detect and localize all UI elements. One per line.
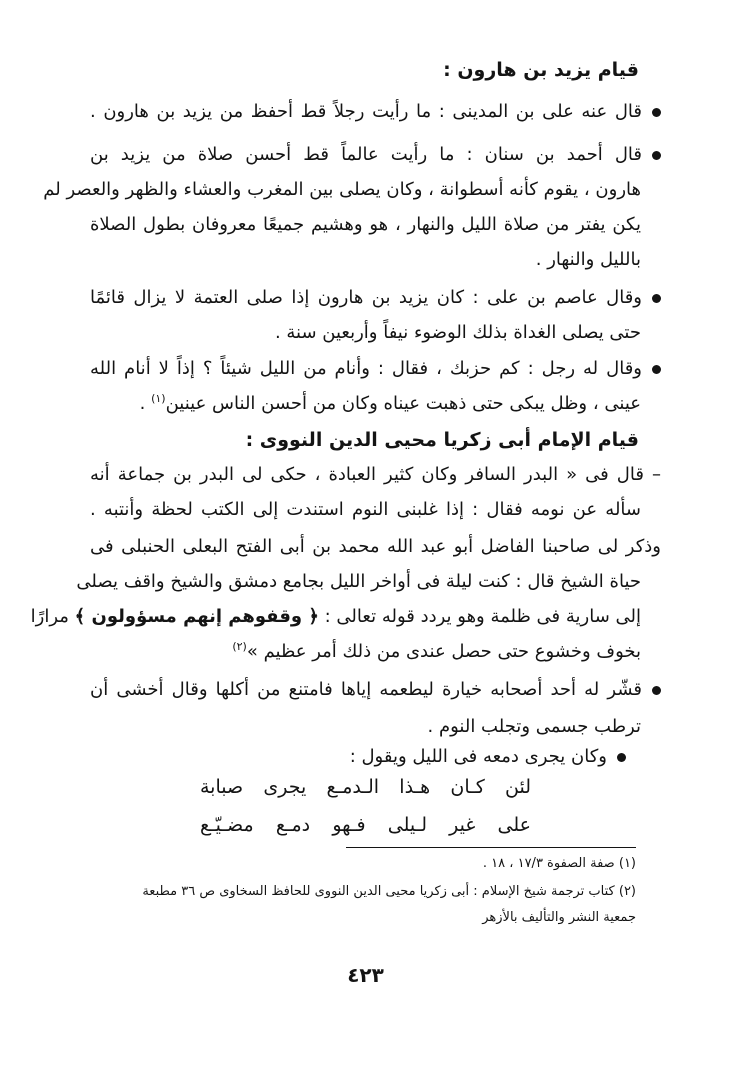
section-heading-nawawi: قيام الإمام أبى زكريا محيى الدين النووى : — [245, 429, 639, 451]
bullet-icon — [652, 151, 661, 160]
paragraph-ahmad-line-4: بالليل والنهار . — [535, 249, 641, 270]
bullet-icon — [652, 294, 661, 303]
paragraph-khiyara-line-1: قشّر له أحد أصحابه خيارة ليطعمه إياها فامتنع من أكلها وقال أخشى أن — [90, 675, 661, 705]
paragraph-asim-line-2: حتى يصلى الغداة بذلك الوضوء نيفاً وأربعين سنة . — [274, 322, 641, 343]
paragraph-badr-line-2: سأله عن نومه فقال : إذا غلبنى النوم استندت إلى الكتب لحظة وأنتبه . — [90, 499, 641, 520]
section-heading-yazid: قيام يزيد بن هارون : — [443, 59, 639, 81]
footnote-divider — [346, 847, 636, 848]
paragraph-dam-intro: وكان يجرى دمعه فى الليل ويقول : — [90, 742, 626, 772]
paragraph-baali-line-3: إلى سارية فى ظلمة وهو يردد قوله تعالى : ﴿ وقفوهم إنهم مسؤولون ﴾ مرارًا — [30, 606, 641, 627]
paragraph-khiyara-line-2: ترطب جسمى وتجلب النوم . — [427, 716, 641, 737]
page-number: ٤٢٣ — [347, 963, 384, 987]
paragraph-badr-line-1: – قال فى « البدر السافر وكان كثير العبادة ، حكى لى البدر بن جماعة أنه — [90, 464, 661, 485]
quran-quote: ﴿ وقفوهم إنهم مسؤولون ﴾ — [74, 606, 319, 627]
bullet-icon — [652, 108, 661, 117]
paragraph-baali-line-4: بخوف وخشوع حتى حصل عندى من ذلك أمر عظيم »$^{(٢)}$ — [232, 640, 641, 662]
paragraph-asim-line-1: وقال عاصم بن على : كان يزيد بن هارون إذا صلى العتمة لا يزال قائمًا — [90, 283, 661, 313]
paragraph-ahmad-line-3: يكن يفتر من صلاة الليل والنهار ، هو وهشيم جميعًا معروفان بطول الصلاة — [90, 214, 641, 235]
paragraph-ibn-almadini: قال عنه على بن المدينى : ما رأيت رجلاً قط أحفظ من يزيد بن هارون . — [90, 97, 661, 127]
paragraph-rajul-line-1: وقال له رجل : كم حزبك ، فقال : وأنام من الليل شيئاً ؟ إذاً لا أنام الله — [90, 354, 661, 384]
footnote-2-line-1: (٢) كتاب ترجمة شيخ الإسلام : أبى زكريا محيى الدين النووى للحافظ السخاوى ص ٣٦ مطبعة — [142, 884, 636, 899]
footnote-ref-2: (٢) — [232, 640, 247, 653]
poem-verse-2: على غير لـيلى فـهو دمـع مضـيّـع — [200, 814, 531, 836]
bullet-icon — [652, 365, 661, 374]
poem-verse-1: لئن كـان هـذا الـدمـع يجرى صبابة — [200, 776, 531, 798]
footnote-2-line-2: جمعية النشر والتأليف بالأزهر — [482, 910, 636, 925]
bullet-icon — [652, 686, 661, 695]
paragraph-ahmad-line-2: هارون ، يقوم كأنه أسطوانة ، وكان يصلى بين المغرب والعشاء والظهر والعصر لم — [43, 179, 641, 200]
footnote-ref-1: (١) — [151, 392, 166, 405]
paragraph-rajul-line-2: عينى ، وظل يبكى حتى ذهبت عيناه وكان من أحسن الناس عينين$^{(١)}$ . — [139, 392, 641, 414]
paragraph-ahmad-line-1: قال أحمد بن سنان : ما رأيت عالماً قط أحسن صلاة من يزيد بن — [90, 140, 661, 170]
bullet-icon — [617, 753, 626, 762]
footnote-1: (١) صفة الصفوة ١٧/٣ ، ١٨ . — [482, 856, 636, 871]
paragraph-baali-line-2: حياة الشيخ قال : كنت ليلة فى أواخر الليل بجامع دمشق والشيخ واقف يصلى — [76, 571, 641, 592]
paragraph-baali-line-1: وذكر لى صاحبنا الفاضل أبو عبد الله محمد بن أبى الفتح البعلى الحنبلى فى — [90, 536, 661, 557]
